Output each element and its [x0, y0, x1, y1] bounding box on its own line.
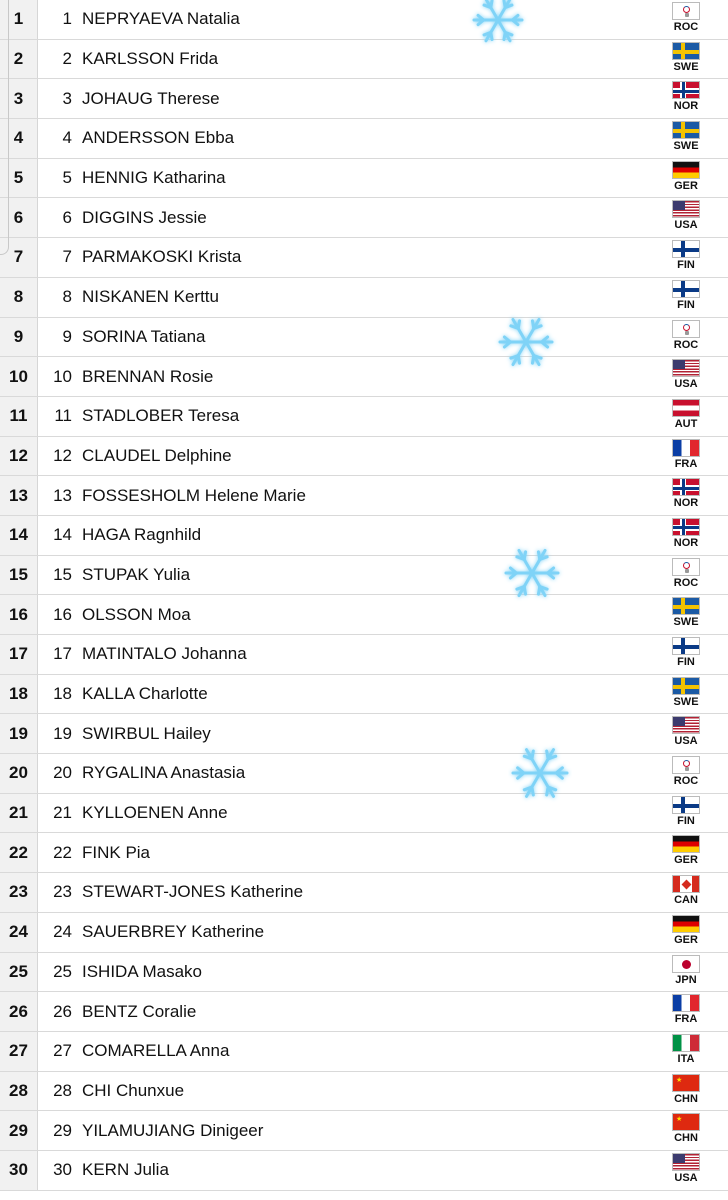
- athlete-name[interactable]: CHI Chunxue: [82, 1080, 185, 1100]
- bib-number: 20: [53, 763, 72, 783]
- flag-icon: [672, 597, 700, 615]
- rank-cell: 25: [0, 953, 38, 992]
- rank-cell: 5: [0, 159, 38, 198]
- rank-cell: 19: [0, 714, 38, 753]
- athlete-name[interactable]: MATINTALO Johanna: [82, 644, 247, 664]
- nation-code: AUT: [674, 417, 698, 430]
- table-row: [0, 79, 728, 119]
- bib-number: 2: [62, 49, 72, 69]
- flag-icon: [672, 637, 700, 655]
- bib-number: 29: [53, 1120, 72, 1140]
- nation-cell: [672, 756, 700, 792]
- flag-icon: [672, 716, 700, 734]
- bib-number: 4: [62, 128, 72, 148]
- nation-cell: [672, 121, 700, 157]
- nation-code: NOR: [673, 497, 699, 510]
- nation-cell: [672, 835, 700, 871]
- nation-cell: [672, 399, 700, 435]
- rank-cell: 16: [0, 595, 38, 634]
- nation-code: FIN: [677, 656, 695, 668]
- flag-icon: [672, 558, 700, 576]
- nation-code: ROC: [673, 775, 699, 788]
- nation-code: CHN: [674, 1092, 698, 1105]
- nation-code: USA: [674, 1171, 698, 1184]
- athlete-name[interactable]: YILAMUJIANG Dinigeer: [82, 1120, 264, 1140]
- table-row: [0, 437, 728, 477]
- nation-cell: [672, 875, 700, 911]
- rank-cell: 24: [0, 913, 38, 952]
- nation-cell: [672, 1113, 700, 1149]
- nation-cell: [672, 359, 700, 395]
- nation-cell: [672, 1074, 700, 1110]
- flag-icon: [672, 756, 700, 774]
- athlete-name[interactable]: COMARELLA Anna: [82, 1041, 230, 1061]
- bib-number: 15: [53, 564, 72, 584]
- bib-number: 30: [53, 1160, 72, 1180]
- table-row: [0, 0, 728, 40]
- athlete-name[interactable]: NEPRYAEVA Natalia: [82, 9, 240, 29]
- nation-code: GER: [674, 854, 698, 867]
- flag-icon: [672, 121, 700, 139]
- athlete-name[interactable]: SWIRBUL Hailey: [82, 723, 211, 743]
- rank-cell: 6: [0, 198, 38, 237]
- flag-icon: ★: [672, 1074, 700, 1092]
- nation-code: FIN: [677, 298, 695, 311]
- bib-number: 19: [53, 723, 72, 743]
- table-row: [0, 198, 728, 238]
- nation-code: SWE: [673, 695, 699, 708]
- bib-number: 1: [62, 9, 72, 29]
- bib-number: 21: [53, 803, 72, 823]
- flag-icon: [672, 518, 700, 536]
- athlete-name[interactable]: SAUERBREY Katherine: [82, 922, 265, 942]
- table-row: [0, 675, 728, 715]
- rank-cell: 1: [0, 0, 38, 39]
- rank-cell: 26: [0, 992, 38, 1031]
- table-row: [0, 476, 728, 516]
- nation-code: GER: [674, 933, 698, 946]
- table-row: [0, 714, 728, 754]
- athlete-name[interactable]: FINK Pia: [82, 842, 151, 862]
- table-row: [0, 238, 728, 278]
- flag-icon: [672, 320, 700, 338]
- table-row: [0, 1032, 728, 1072]
- nation-cell: [672, 240, 700, 276]
- flag-icon: [672, 955, 700, 973]
- athlete-name[interactable]: STEWART-JONES Katherine: [82, 882, 304, 902]
- nation-cell: [672, 1034, 700, 1070]
- flag-icon: [672, 2, 700, 20]
- nation-code: FRA: [674, 1013, 698, 1026]
- nation-code: CAN: [674, 894, 698, 907]
- bib-number: 23: [53, 882, 72, 902]
- athlete-name[interactable]: PARMAKOSKI Krista: [82, 247, 242, 267]
- nation-cell: [672, 320, 700, 356]
- athlete-name[interactable]: JOHAUG Therese: [82, 88, 220, 108]
- table-row: [0, 556, 728, 596]
- bib-number: 17: [53, 644, 72, 664]
- nation-code: ROC: [673, 21, 699, 33]
- bib-number: 6: [62, 207, 72, 227]
- nation-code: SWE: [673, 140, 699, 153]
- table-row: [0, 754, 728, 794]
- bib-number: 16: [53, 604, 72, 624]
- nation-cell: [672, 716, 700, 752]
- nation-cell: [672, 1153, 700, 1189]
- nation-code: NOR: [673, 536, 699, 549]
- bib-number: 11: [54, 406, 72, 426]
- rank-cell: 20: [0, 754, 38, 793]
- nation-code: USA: [674, 219, 698, 232]
- nation-code: ROC: [673, 576, 699, 589]
- table-row: [0, 119, 728, 159]
- bib-number: 18: [53, 684, 72, 704]
- flag-icon: [672, 478, 700, 496]
- table-row: [0, 1072, 728, 1112]
- flag-icon: [672, 835, 700, 853]
- table-row: [0, 40, 728, 80]
- table-row: [0, 913, 728, 953]
- rank-cell: 22: [0, 833, 38, 872]
- table-row: [0, 873, 728, 913]
- rank-cell: 29: [0, 1111, 38, 1150]
- bib-number: 3: [62, 88, 72, 108]
- bib-number: 7: [62, 247, 72, 267]
- athlete-name[interactable]: CLAUDEL Delphine: [82, 445, 232, 465]
- table-row: [0, 516, 728, 556]
- rank-cell: 18: [0, 675, 38, 714]
- athlete-name[interactable]: STADLOBER Teresa: [82, 406, 240, 426]
- nation-cell: [672, 280, 700, 316]
- rank-cell: 21: [0, 794, 38, 833]
- rank-cell: 15: [0, 556, 38, 595]
- flag-icon: [672, 200, 700, 218]
- rank-cell: 2: [0, 40, 38, 79]
- nation-cell: [672, 955, 700, 991]
- athlete-name[interactable]: HAGA Ragnhild: [82, 525, 202, 545]
- table-row: [0, 278, 728, 318]
- nation-cell: [672, 637, 700, 673]
- flag-icon: ★: [672, 1113, 700, 1131]
- bib-number: 12: [53, 445, 72, 465]
- athlete-name[interactable]: KARLSSON Frida: [82, 49, 219, 69]
- rank-cell: 13: [0, 476, 38, 515]
- table-row: [0, 794, 728, 834]
- flag-icon: [672, 915, 700, 933]
- nation-code: ITA: [677, 1052, 695, 1065]
- rank-cell: 23: [0, 873, 38, 912]
- table-row: [0, 357, 728, 397]
- nation-code: GER: [674, 179, 698, 192]
- flag-icon: [672, 994, 700, 1012]
- bib-number: 22: [53, 842, 72, 862]
- athlete-name[interactable]: BENTZ Coralie: [82, 1001, 197, 1021]
- athlete-name[interactable]: ANDERSSON Ebba: [82, 128, 235, 148]
- nation-cell: [672, 81, 700, 117]
- flag-icon: [672, 796, 700, 814]
- nation-cell: [672, 796, 700, 832]
- rank-cell: 10: [0, 357, 38, 396]
- table-row: [0, 953, 728, 993]
- flag-icon: [672, 161, 700, 179]
- athlete-name[interactable]: KALLA Charlotte: [82, 684, 208, 704]
- table-row: [0, 992, 728, 1032]
- nation-cell: [672, 439, 700, 475]
- nation-code: SWE: [673, 60, 699, 73]
- athlete-name[interactable]: KYLLOENEN Anne: [82, 803, 228, 823]
- nation-code: USA: [674, 378, 698, 391]
- table-row: [0, 397, 728, 437]
- athlete-name[interactable]: DIGGINS Jessie: [82, 207, 207, 227]
- rank-cell: 14: [0, 516, 38, 555]
- athlete-name[interactable]: SORINA Tatiana: [82, 326, 206, 346]
- flag-icon: [672, 81, 700, 99]
- rank-cell: 17: [0, 635, 38, 674]
- nation-code: JPN: [675, 973, 697, 986]
- bib-number: 9: [62, 326, 72, 346]
- nation-cell: [672, 677, 700, 713]
- athlete-name[interactable]: OLSSON Moa: [82, 604, 191, 624]
- nation-cell: [672, 597, 700, 633]
- bib-number: 10: [53, 366, 72, 386]
- bib-number: 13: [53, 485, 72, 505]
- rank-cell: 12: [0, 437, 38, 476]
- nation-code: USA: [674, 735, 698, 748]
- rank-cell: 11: [0, 397, 38, 436]
- flag-icon: [672, 240, 700, 258]
- nation-cell: [672, 200, 700, 236]
- athlete-name[interactable]: HENNIG Katharina: [82, 168, 226, 188]
- bib-number: 8: [62, 287, 72, 307]
- flag-icon: [672, 359, 700, 377]
- flag-icon: [672, 280, 700, 298]
- bib-number: 27: [53, 1041, 72, 1061]
- nation-cell: [672, 518, 700, 554]
- athlete-name[interactable]: FOSSESHOLM Helene Marie: [82, 485, 306, 505]
- table-row: [0, 318, 728, 358]
- nation-code: FIN: [677, 814, 695, 827]
- nation-code: FIN: [677, 259, 695, 272]
- table-row: [0, 595, 728, 635]
- bib-number: 28: [53, 1080, 72, 1100]
- athlete-name[interactable]: NISKANEN Kerttu: [82, 287, 219, 307]
- rank-cell: 27: [0, 1032, 38, 1071]
- nation-cell: [672, 2, 700, 38]
- athlete-name[interactable]: KERN Julia: [82, 1160, 169, 1180]
- flag-icon: [672, 399, 700, 417]
- table-row: [0, 159, 728, 199]
- bib-number: 25: [53, 961, 72, 981]
- rank-cell: 9: [0, 318, 38, 357]
- athlete-name[interactable]: RYGALINA Anastasia: [82, 763, 246, 783]
- flag-icon: [672, 42, 700, 60]
- nation-cell: [672, 915, 700, 951]
- bib-number: 5: [62, 168, 72, 188]
- flag-icon: [672, 1153, 700, 1171]
- flag-icon: [672, 1034, 700, 1052]
- nation-cell: [672, 42, 700, 78]
- flag-icon: [672, 875, 700, 893]
- athlete-name[interactable]: STUPAK Yulia: [82, 564, 191, 584]
- bib-number: 26: [53, 1001, 72, 1021]
- flag-icon: [672, 677, 700, 695]
- nation-cell: [672, 558, 700, 594]
- nation-cell: [672, 478, 700, 514]
- rank-cell: 28: [0, 1072, 38, 1111]
- table-row: [0, 635, 728, 675]
- table-row: [0, 833, 728, 873]
- nation-code: FRA: [674, 457, 698, 470]
- table-row: [0, 1111, 728, 1151]
- nation-cell: [672, 994, 700, 1030]
- rank-cell: 30: [0, 1151, 38, 1190]
- bib-number: 14: [53, 525, 72, 545]
- bib-number: 24: [53, 922, 72, 942]
- rank-cell: 8: [0, 278, 38, 317]
- rank-cell: 3: [0, 79, 38, 118]
- athlete-name[interactable]: ISHIDA Masako: [82, 961, 202, 981]
- table-row: [0, 1151, 728, 1191]
- nation-code: ROC: [673, 338, 699, 351]
- athlete-name[interactable]: BRENNAN Rosie: [82, 366, 214, 386]
- nation-code: NOR: [673, 100, 699, 113]
- nation-cell: [672, 161, 700, 197]
- rank-cell: 7: [0, 238, 38, 277]
- nation-code: SWE: [673, 616, 699, 629]
- flag-icon: [672, 439, 700, 457]
- nation-code: CHN: [674, 1132, 698, 1145]
- rank-cell: 4: [0, 119, 38, 158]
